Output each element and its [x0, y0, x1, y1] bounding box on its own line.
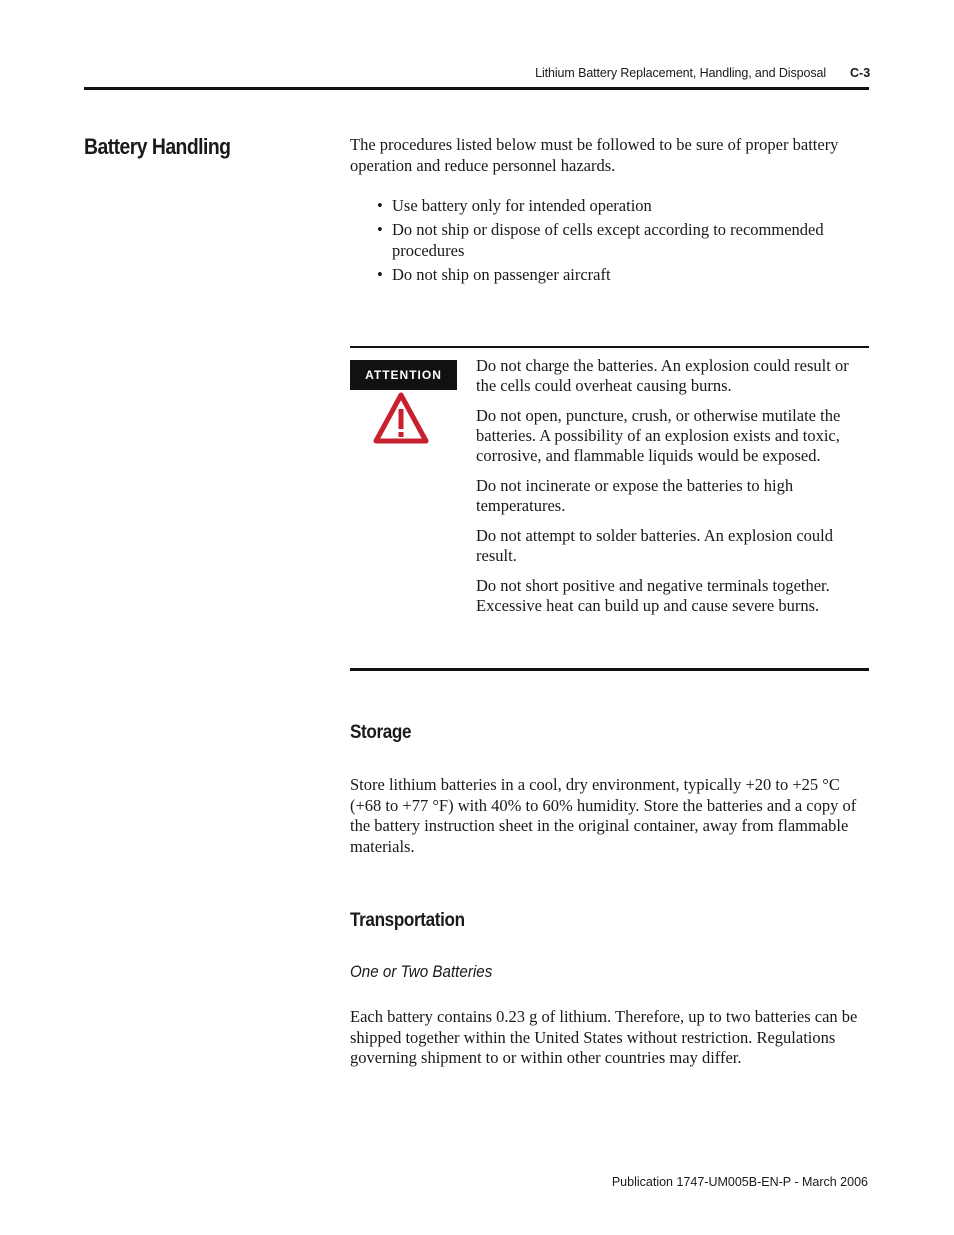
attention-text — [476, 356, 868, 626]
publication-footer: Publication 1747-UM005B-EN-P - March 2006 — [611, 1175, 868, 1189]
attention-bottom-rule — [350, 668, 869, 671]
list-item-text: Do not ship on passenger aircraft — [392, 265, 611, 284]
running-header-title: Lithium Battery Replacement, Handling, and Disposal — [535, 66, 826, 80]
list-item-text: Use battery only for intended operation — [392, 196, 652, 215]
warning-triangle-icon — [373, 392, 429, 444]
transportation-paragraph: Each battery contains 0.23 g of lithium. Therefore, up to two batteries can be shipped together within the United States without restriction. Regulations governing shipment to or within other countries may differ. — [350, 1007, 858, 1067]
attention-paragraph: Do not attempt to solder batteries. An explosion could result. — [476, 526, 833, 565]
attention-paragraph: Do not charge the batteries. An explosion could result or the cells could overheat causing burns. — [476, 356, 849, 395]
list-item: • Do not ship or dispose of cells except according to recommended procedures — [377, 220, 824, 260]
list-item: • Use battery only for intended operation — [377, 196, 652, 215]
transportation-heading: Transportation — [350, 910, 465, 931]
attention-paragraph: Do not open, puncture, crush, or otherwise mutilate the batteries. A possibility of an explosion exists and toxic, corrosive, and flammable liquids would be exposed. — [476, 406, 841, 465]
list-item: • Do not ship on passenger aircraft — [377, 265, 611, 284]
attention-badge: ATTENTION — [350, 360, 457, 390]
transportation-subheading: One or Two Batteries — [350, 963, 493, 981]
section-title: Battery Handling — [84, 134, 231, 159]
attention-top-rule — [350, 346, 869, 348]
storage-heading: Storage — [350, 722, 412, 743]
intro-paragraph: The procedures listed below must be followed to be sure of proper battery operation and reduce personnel hazards. — [350, 135, 839, 175]
attention-paragraph: Do not short positive and negative terminals together. Excessive heat can build up and cause severe burns. — [476, 576, 830, 615]
page-number: C-3 — [850, 66, 871, 80]
procedure-list — [377, 195, 847, 288]
storage-paragraph: Store lithium batteries in a cool, dry environment, typically +20 to +25 °C (+68 to +77 °F) with 40% to 60% humidity. Store the batteries and a copy of the battery instruction sheet in the original container, away from flammable materials. — [350, 775, 857, 857]
list-item-text: Do not ship or dispose of cells except according to recommended procedures — [392, 220, 824, 260]
header-divider — [84, 87, 869, 90]
attention-paragraph: Do not incinerate or expose the batteries to high temperatures. — [476, 476, 794, 515]
